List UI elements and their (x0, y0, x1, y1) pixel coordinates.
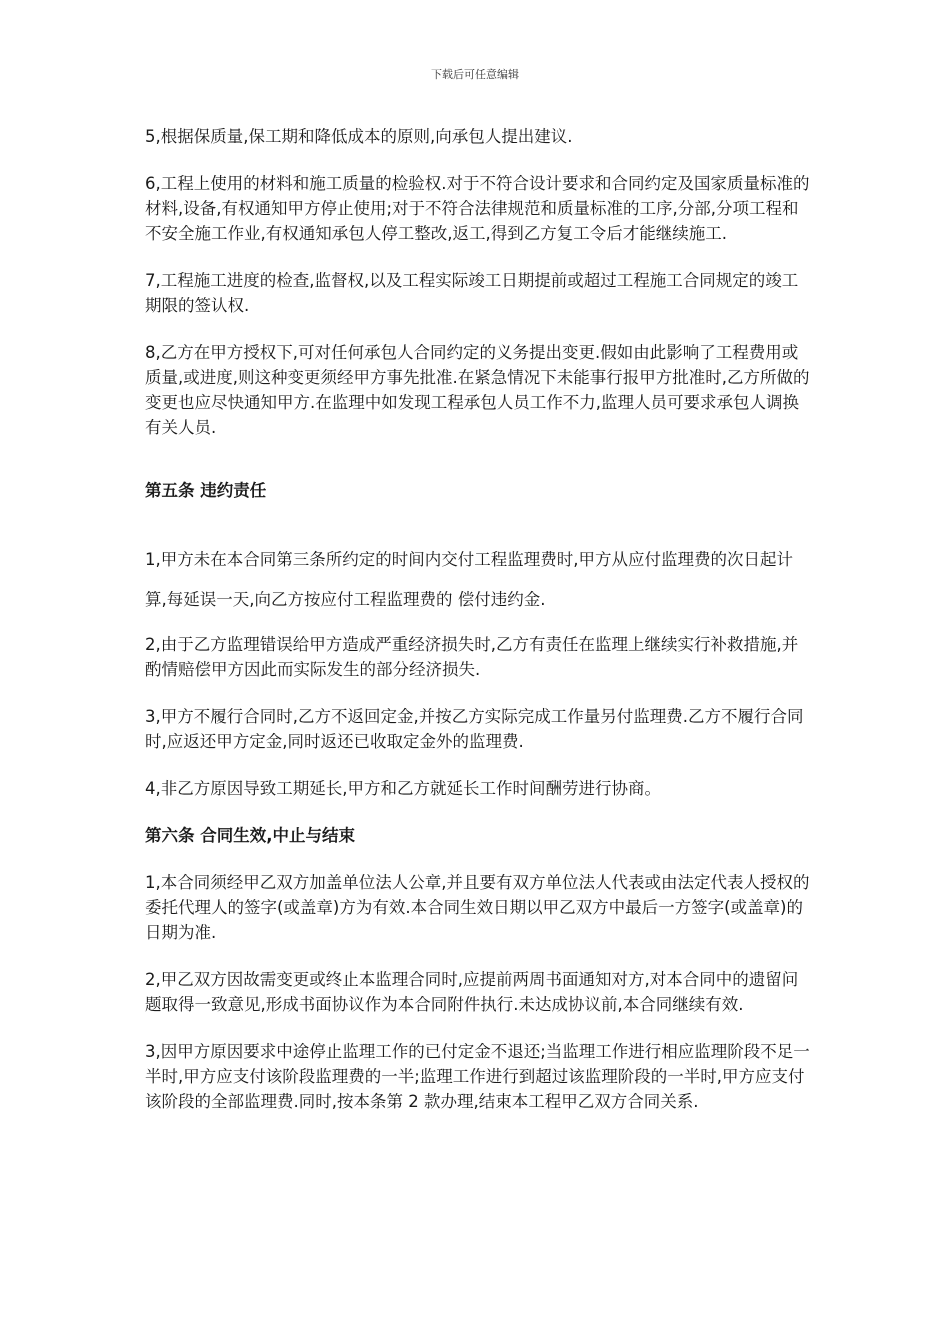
section-5-item-1: 1,甲方未在本合同第三条所约定的时间内交付工程监理费时,甲方从应付监理费的次日起计算,每延误一天,向乙方按应付工程监理费的 偿付违约金. (145, 550, 793, 609)
paragraph-a6: 6,工程上使用的材料和施工质量的检验权.对于不符合设计要求和合同约定及国家质量标准的材料,设备,有权通知甲方停止使用;对于不符合法律规范和质量标准的工序,分部,分项工程和不安全施工作业,有权通知承包人停工整改,返工,得到乙方复工令后才能继续施工. (145, 174, 810, 243)
paragraph-a7: 7,工程施工进度的检查,监督权,以及工程实际竣工日期提前或超过工程施工合同规定的竣工期限的签认权. (145, 271, 799, 315)
section-6-title: 第六条 合同生效,中止与结束 (145, 826, 356, 845)
section-5-item-4: 4,非乙方原因导致工期延长,甲方和乙方就延长工作时间酬劳进行协商。 (145, 779, 661, 798)
page-header: 下载后可任意编辑 (431, 68, 519, 81)
section-5-item-3: 3,甲方不履行合同时,乙方不返回定金,并按乙方实际完成工作量另付监理费.乙方不履行合同时,应返还甲方定金,同时返还已收取定金外的监理费. (145, 707, 804, 751)
paragraph-a5: 5,根据保质量,保工期和降低成本的原则,向承包人提出建议. (145, 127, 573, 146)
section-6-item-1: 1,本合同须经甲乙双方加盖单位法人公章,并且要有双方单位法人代表或由法定代表人授权的委托代理人的签字(或盖章)方为有效.本合同生效日期以甲乙双方中最后一方签字(或盖章)的日期为准. (145, 873, 810, 942)
section-6-item-2: 2,甲乙双方因故需变更或终止本监理合同时,应提前两周书面通知对方,对本合同中的遗留问题取得一致意见,形成书面协议作为本合同附件执行.未达成协议前,本合同继续有效. (145, 970, 799, 1014)
paragraph-a8: 8,乙方在甲方授权下,可对任何承包人合同约定的义务提出变更.假如由此影响了工程费用或质量,或进度,则这种变更须经甲方事先批准.在紧急情况下未能事行报甲方批准时,乙方所做的变更也应尽快通知甲方.在监理中如发现工程承包人员工作不力,监理人员可要求承包人调换有关人员. (145, 343, 810, 437)
document-body (145, 124, 810, 1136)
section-6-item-3: 3,因甲方原因要求中途停止监理工作的已付定金不退还;当监理工作进行相应监理阶段不足一半时,甲方应支付该阶段监理费的一半;监理工作进行到超过该监理阶段的一半时,甲方应支付该阶段的全部监理费.同时,按本条第 2 款办理,结束本工程甲乙双方合同关系. (145, 1042, 810, 1111)
section-5-item-2: 2,由于乙方监理错误给甲方造成严重经济损失时,乙方有责任在监理上继续实行补救措施,并酌情赔偿甲方因此而实际发生的部分经济损失. (145, 635, 799, 679)
section-5-title: 第五条 违约责任 (145, 481, 267, 500)
